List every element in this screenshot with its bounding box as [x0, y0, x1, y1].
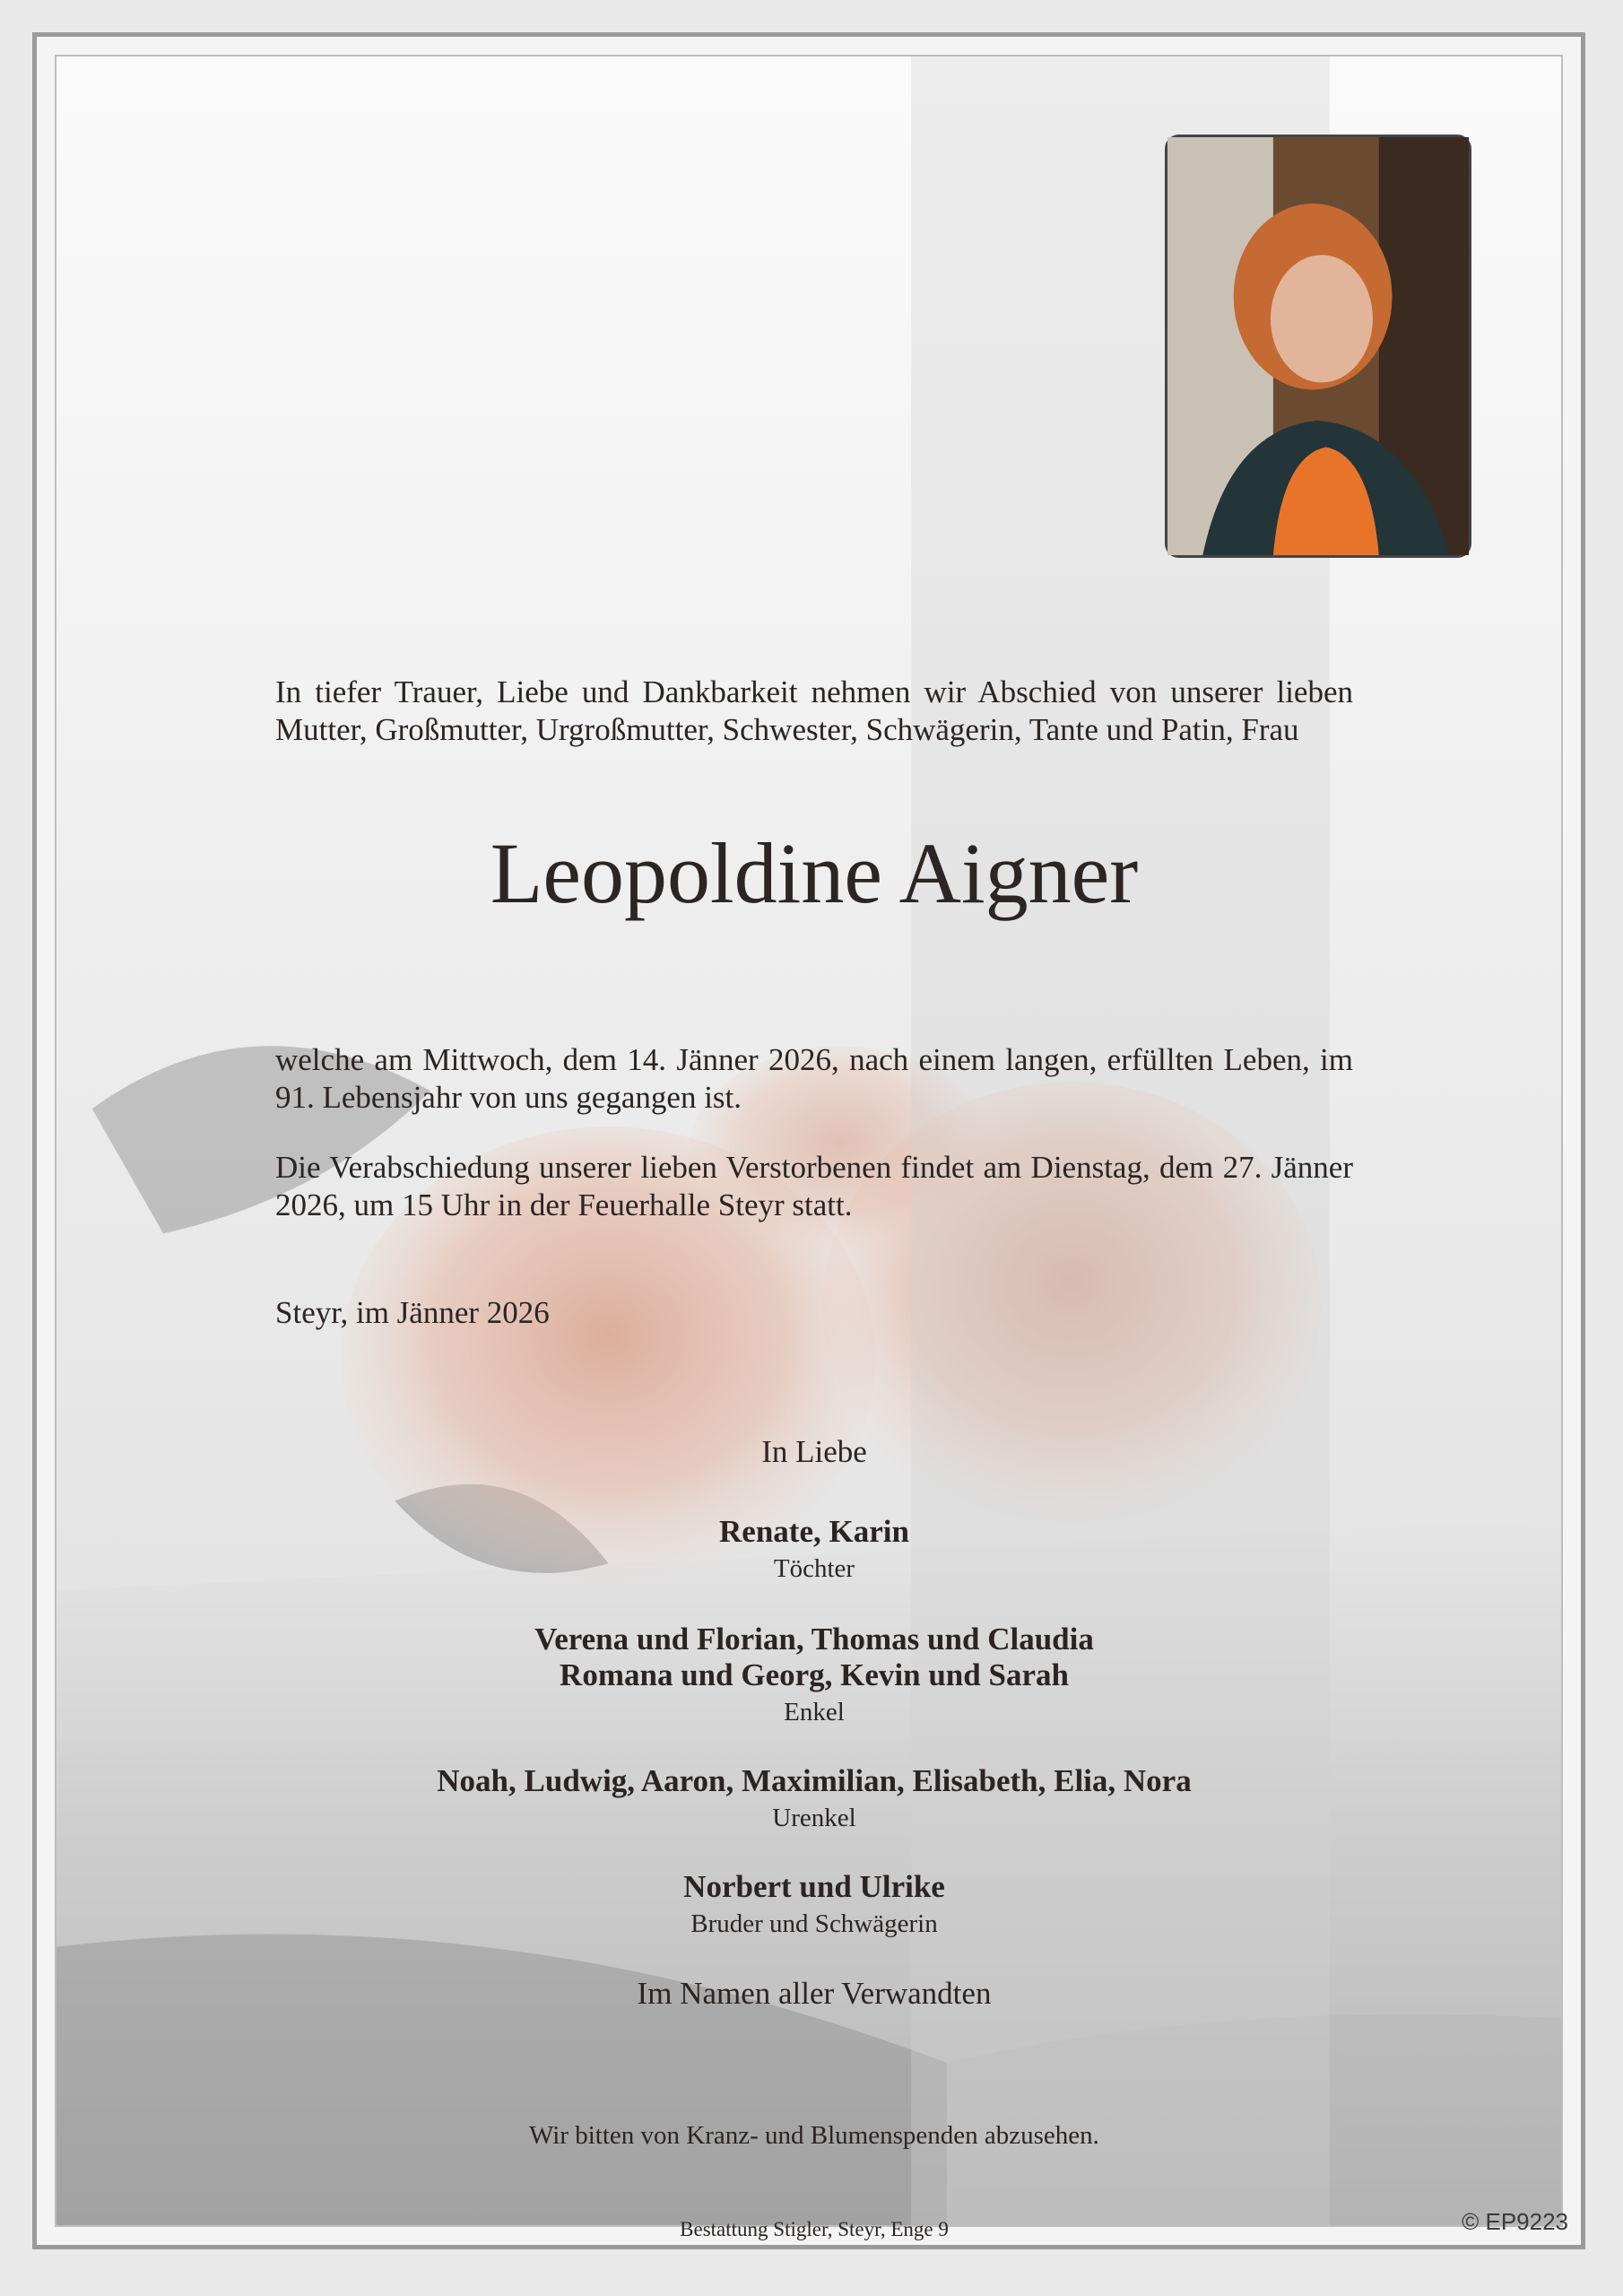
- mourner-names: Norbert und Ulrike: [683, 1869, 945, 1904]
- mourner-relation: Enkel: [784, 1698, 845, 1726]
- mourner-names: Verena und Florian, Thomas und Claudia: [534, 1622, 1094, 1657]
- document-code: © EP9223: [1462, 2208, 1568, 2235]
- mourner-names: Noah, Ludwig, Aaron, Maximilian, Elisabeth, Elia, Nora: [437, 1763, 1192, 1798]
- parte-card: [55, 55, 1563, 2240]
- mourner-relation: Urenkel: [772, 1804, 856, 1832]
- deceased-name: Leopoldine Aigner: [490, 825, 1139, 921]
- ceremony-text: Die Verabschiedung unserer lieben Verstorbenen findet am Dienstag, dem 27. Jänner 2026, um 15 Uhr in der Feuerhalle Steyr statt.: [275, 1150, 1353, 1222]
- intro-text: In tiefer Trauer, Liebe und Dankbarkeit nehmen wir Abschied von unserer lieben Mutter, Großmutter, Urgroßmutter, Schwester, Schwägerin, Tante und Patin, Frau: [275, 674, 1353, 747]
- place-date: Steyr, im Jänner 2026: [275, 1295, 550, 1330]
- portrait-photo: [1165, 135, 1471, 558]
- mourner-relation: Bruder und Schwägerin: [690, 1909, 938, 1938]
- donation-note: Wir bitten von Kranz- und Blumenspenden abzusehen.: [529, 2121, 1099, 2150]
- mourner-names: Romana und Georg, Kevin und Sarah: [560, 1657, 1069, 1692]
- in-love-label: In Liebe: [761, 1434, 867, 1469]
- funeral-home-footer: Bestattung Stigler, Steyr, Enge 9: [680, 2218, 949, 2240]
- passing-text: welche am Mittwoch, dem 14. Jänner 2026, nach einem langen, erfüllten Leben, im 91. Lebensjahr von uns gegangen ist.: [275, 1042, 1353, 1115]
- mourner-relation: Töchter: [773, 1554, 855, 1583]
- relatives-line: Im Namen aller Verwandten: [637, 1976, 992, 2011]
- mourner-names: Renate, Karin: [719, 1514, 909, 1549]
- parte-frame: [32, 32, 1585, 2249]
